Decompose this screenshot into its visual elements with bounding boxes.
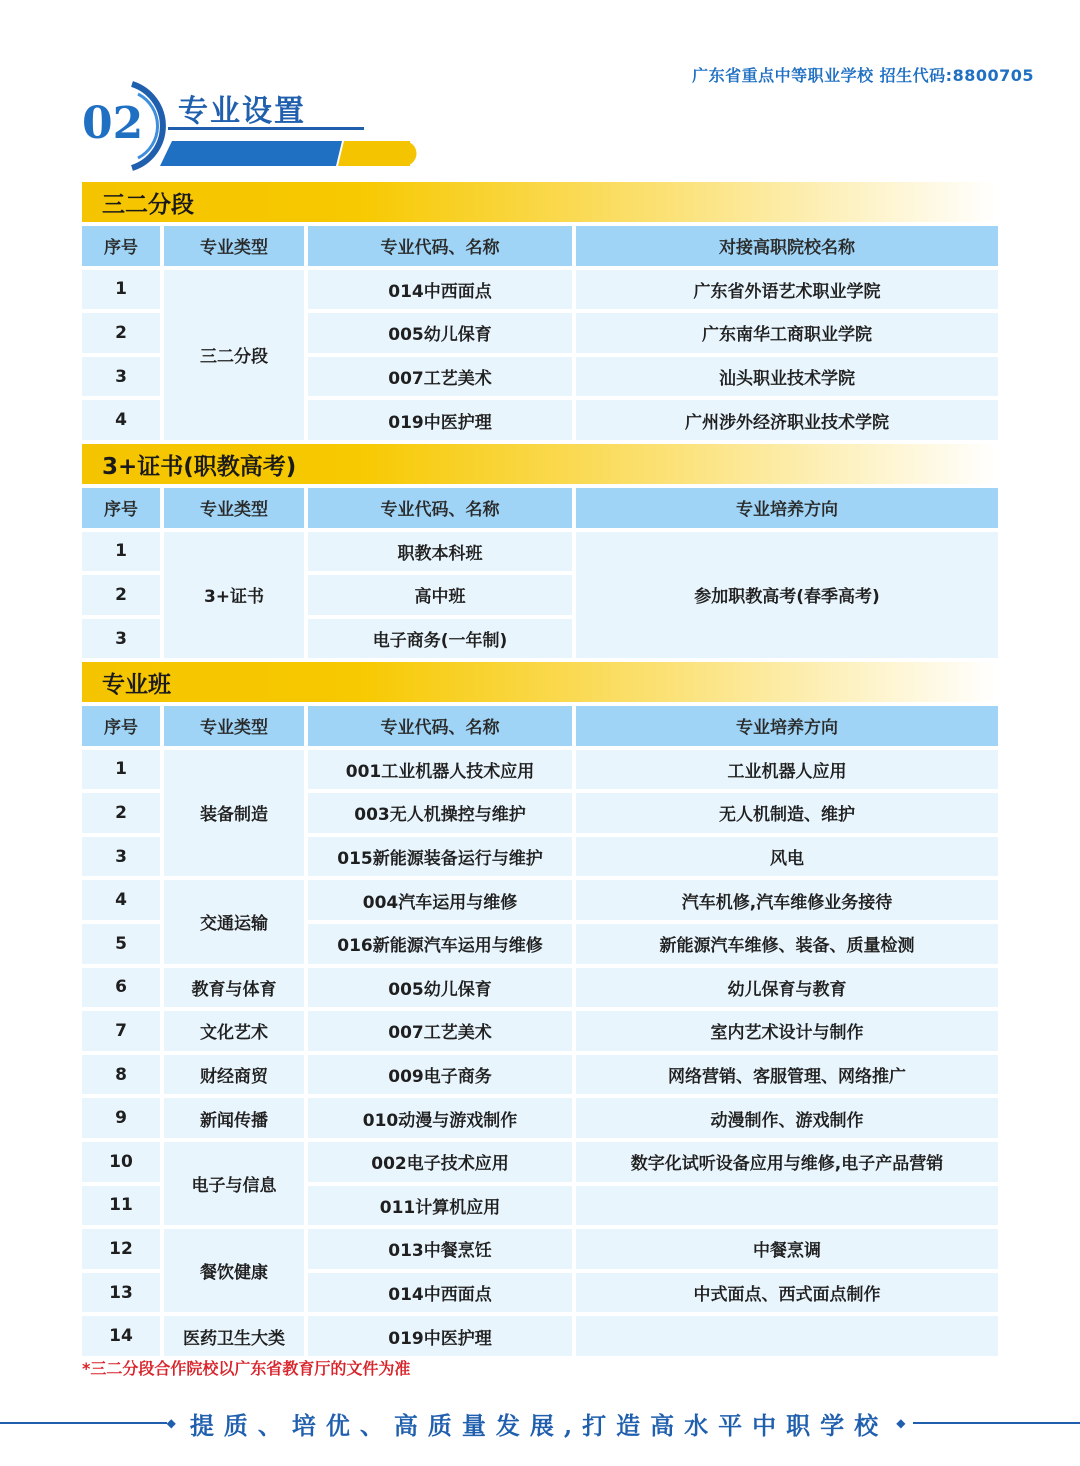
cell-code: 高中班 [308,575,572,615]
cell-type: 装备制造 [164,750,304,877]
cell-target: 广东南华工商职业学院 [576,313,998,353]
cell-no: 2 [82,313,160,353]
col-header-no: 序号 [82,488,160,528]
cell-direction: 工业机器人应用 [576,750,998,790]
section-title: 专业班 [82,662,998,702]
cell-no: 9 [82,1098,160,1138]
cell-type: 新闻传播 [164,1098,304,1138]
table-row [82,750,998,790]
section-number: 02 [82,98,144,149]
col-header-type: 专业类型 [164,226,304,266]
cell-direction [576,1186,998,1226]
cell-no: 14 [82,1316,160,1356]
cell-direction: 参加职教高考(春季高考) [576,532,998,659]
cell-code: 003无人机操控与维护 [308,793,572,833]
cell-no: 1 [82,270,160,310]
cell-direction: 动漫制作、游戏制作 [576,1098,998,1138]
table-row [82,1055,998,1095]
cell-code: 007工艺美术 [308,357,572,397]
col-header-code: 专业代码、名称 [308,488,572,528]
cell-no: 2 [82,575,160,615]
table-header-row [82,226,998,266]
cell-code: 014中西面点 [308,1273,572,1313]
cell-target: 广州涉外经济职业技术学院 [576,400,998,440]
table-3-plus-cert [78,484,1002,662]
cell-code: 005幼儿保育 [308,313,572,353]
cell-no: 8 [82,1055,160,1095]
cell-direction: 无人机制造、维护 [576,793,998,833]
cell-code: 007工艺美术 [308,1011,572,1051]
cell-code: 014中西面点 [308,270,572,310]
cell-direction: 新能源汽车维修、装备、质量检测 [576,924,998,964]
cell-no: 3 [82,837,160,877]
section-title: 三二分段 [82,182,998,222]
cell-no: 7 [82,1011,160,1051]
diamond-icon: ◆ [896,1416,906,1430]
cell-no: 1 [82,750,160,790]
footer-slogan [0,1406,1080,1440]
cell-no: 6 [82,968,160,1008]
cell-code: 013中餐烹饪 [308,1229,572,1269]
col-header-code: 专业代码、名称 [308,706,572,746]
col-header-no: 序号 [82,706,160,746]
cell-direction: 数字化试听设备应用与维修,电子产品营销 [576,1142,998,1182]
cell-code: 005幼儿保育 [308,968,572,1008]
col-header-direction: 专业培养方向 [576,706,998,746]
cell-code: 019中医护理 [308,400,572,440]
cell-type: 3+证书 [164,532,304,659]
slogan-text: 提质、培优、高质量发展,打造高水平中职学校 [189,1410,889,1440]
cell-type: 文化艺术 [164,1011,304,1051]
cell-code: 001工业机器人技术应用 [308,750,572,790]
cell-target: 广东省外语艺术职业学院 [576,270,998,310]
table-row [82,270,998,310]
cell-code: 016新能源汽车运用与维修 [308,924,572,964]
cell-no: 4 [82,880,160,920]
cell-direction: 中餐烹调 [576,1229,998,1269]
table-header-row [82,706,998,746]
table-row [82,532,998,572]
col-header-type: 专业类型 [164,488,304,528]
table-row [82,968,998,1008]
section-32-segment [82,182,998,444]
col-header-type: 专业类型 [164,706,304,746]
cell-no: 13 [82,1273,160,1313]
cell-type: 餐饮健康 [164,1229,304,1312]
col-header-target: 对接高职院校名称 [576,226,998,266]
table-header-row [82,488,998,528]
table-row [82,1316,998,1356]
cell-direction: 网络营销、客服管理、网络推广 [576,1055,998,1095]
cell-direction: 中式面点、西式面点制作 [576,1273,998,1313]
footnote: *三二分段合作院校以广东省教育厅的文件为准 [82,1359,411,1378]
cell-direction: 室内艺术设计与制作 [576,1011,998,1051]
cell-type: 医药卫生大类 [164,1316,304,1356]
divider [0,1422,167,1424]
table-row [82,880,998,920]
cell-code: 004汽车运用与维修 [308,880,572,920]
cell-no: 3 [82,619,160,659]
cell-code: 009电子商务 [308,1055,572,1095]
table-major-classes [78,702,1002,1360]
table-row [82,1011,998,1051]
col-header-no: 序号 [82,226,160,266]
cell-target: 汕头职业技术学院 [576,357,998,397]
cell-no: 3 [82,357,160,397]
cell-code: 011计算机应用 [308,1186,572,1226]
cell-no: 12 [82,1229,160,1269]
cell-no: 11 [82,1186,160,1226]
cell-code: 015新能源装备运行与维护 [308,837,572,877]
section-logo [80,80,420,175]
cell-direction: 汽车机修,汽车维修业务接待 [576,880,998,920]
cell-type: 教育与体育 [164,968,304,1008]
cell-no: 10 [82,1142,160,1182]
cell-type: 三二分段 [164,270,304,440]
cell-type: 电子与信息 [164,1142,304,1225]
diamond-icon: ◆ [166,1416,176,1430]
cell-code: 019中医护理 [308,1316,572,1356]
cell-type: 财经商贸 [164,1055,304,1095]
cell-no: 5 [82,924,160,964]
section-major-classes [82,662,998,1360]
col-header-code: 专业代码、名称 [308,226,572,266]
cell-direction [576,1316,998,1356]
cell-type: 交通运输 [164,880,304,963]
table-row [82,1142,998,1182]
section-title: 3+证书(职教高考) [82,444,998,484]
cell-code: 002电子技术应用 [308,1142,572,1182]
divider [913,1422,1080,1424]
cell-direction: 风电 [576,837,998,877]
page-title: 专业设置 [178,94,306,129]
cell-no: 1 [82,532,160,572]
table-row [82,1229,998,1269]
cell-direction: 幼儿保育与教育 [576,968,998,1008]
cell-no: 2 [82,793,160,833]
cell-code: 010动漫与游戏制作 [308,1098,572,1138]
table-row [82,1098,998,1138]
cell-code: 职教本科班 [308,532,572,572]
section-3-plus-cert [82,444,998,662]
school-info-header: 广东省重点中等职业学校 招生代码:8800705 [692,66,1034,85]
table-32-segment [78,222,1002,444]
cell-code: 电子商务(一年制) [308,619,572,659]
col-header-direction: 专业培养方向 [576,488,998,528]
cell-no: 4 [82,400,160,440]
